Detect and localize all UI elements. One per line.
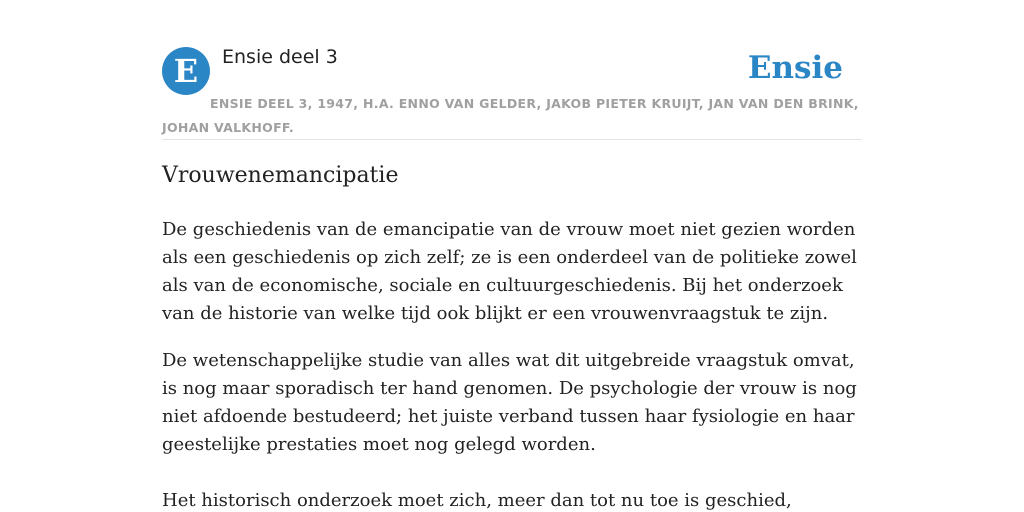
article-paragraph: De geschiedenis van de emancipatie van de vrouw moet niet gezien worden als een geschiedenis op zich zelf; ze is een onderdeel van de politieke zowel als van de economische, sociale en cultuurgeschiedenis. Bij het onderzoek van de historie van welke tijd ook blijkt er een vrouwenvraagstuk te zijn. — [162, 219, 857, 324]
article-paragraph: Het historisch onderzoek moet zich, meer dan tot nu toe is geschied, — [162, 490, 792, 511]
byline: ENSIE DEEL 3, 1947, H.A. ENNO VAN GELDER, JAKOB PIETER KRUIJT, JAN VAN DEN BRINK, JOHAN VALKHOFF. — [162, 96, 859, 135]
brand-logo[interactable]: Ensie — [747, 50, 843, 86]
ensie-logo-icon[interactable]: E — [162, 47, 210, 95]
divider — [162, 139, 862, 140]
article-title: Vrouwenemancipatie — [162, 163, 399, 188]
book-title[interactable]: Ensie deel 3 — [222, 46, 338, 68]
article-paragraph: De wetenschappelijke studie van alles wat dit uitgebreide vraagstuk omvat, is nog maar sporadisch ter hand genomen. De psychologie der vrouw is nog niet afdoende bestudeerd; het juiste verband tussen haar fysiologie en haar geestelijke prestaties moet nog gelegd worden. — [162, 350, 857, 455]
